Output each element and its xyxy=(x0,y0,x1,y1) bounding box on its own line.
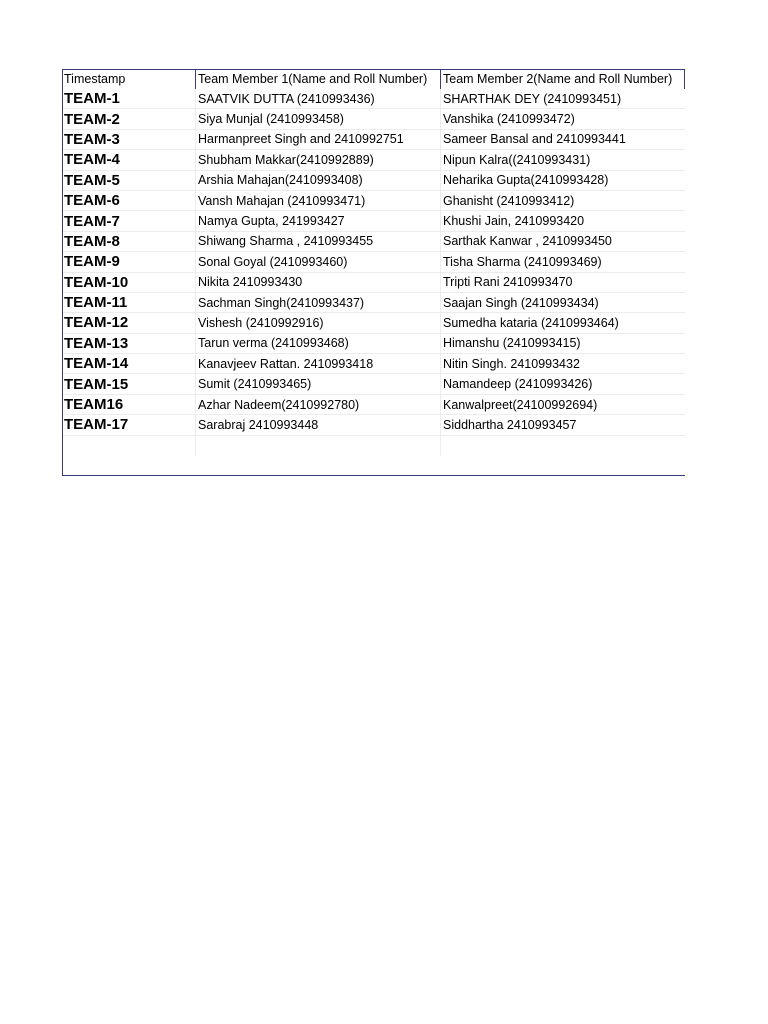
team-member-1-cell: Vishesh (2410992916) xyxy=(195,313,440,332)
table-body xyxy=(63,89,685,436)
team-member-1-cell: Arshia Mahajan(2410993408) xyxy=(195,171,440,190)
team-member-2-cell: Nitin Singh. 2410993432 xyxy=(440,354,685,373)
table-row xyxy=(63,150,685,170)
team-member-1-cell: Sachman Singh(2410993437) xyxy=(195,293,440,312)
header-team-member-2: Team Member 2(Name and Roll Number) xyxy=(440,69,685,89)
team-name-cell: TEAM-10 xyxy=(64,273,129,291)
table-row xyxy=(63,191,685,211)
team-member-2-cell: Tisha Sharma (2410993469) xyxy=(440,252,685,271)
team-name-cell: TEAM-11 xyxy=(64,294,128,312)
team-name-cell: TEAM-15 xyxy=(64,375,129,393)
header-row xyxy=(63,69,685,89)
team-member-1-cell: Namya Gupta, 241993427 xyxy=(195,211,440,230)
team-member-1-cell: Tarun verma (2410993468) xyxy=(195,334,440,353)
team-member-1-cell: SAATVIK DUTTA (2410993436) xyxy=(195,89,440,108)
team-member-2-cell: Sameer Bansal and 2410993441 xyxy=(440,130,685,149)
header-timestamp: Timestamp xyxy=(64,72,126,86)
team-member-2-cell: Ghanisht (2410993412) xyxy=(440,191,685,210)
blank-row xyxy=(63,436,685,456)
team-member-1-cell: Sumit (2410993465) xyxy=(195,374,440,393)
team-name-cell: TEAM16 xyxy=(64,396,124,414)
table-row xyxy=(63,293,685,313)
header-team-member-1: Team Member 1(Name and Roll Number) xyxy=(195,69,440,89)
team-member-2-cell: Siddhartha 2410993457 xyxy=(440,415,685,434)
team-member-2-cell: Sarthak Kanwar , 2410993450 xyxy=(440,232,685,251)
table-row xyxy=(63,354,685,374)
team-member-2-cell: Vanshika (2410993472) xyxy=(440,109,685,128)
team-member-1-cell: Nikita 2410993430 xyxy=(195,273,440,292)
team-name-cell: TEAM-6 xyxy=(64,192,120,210)
table-row xyxy=(63,273,685,293)
team-member-1-cell: Shiwang Sharma , 2410993455 xyxy=(195,232,440,251)
team-name-cell: TEAM-13 xyxy=(64,334,129,352)
team-member-2-cell: Sumedha kataria (2410993464) xyxy=(440,313,685,332)
team-member-2-cell: Namandeep (2410993426) xyxy=(440,374,685,393)
team-member-1-cell: Kanavjeev Rattan. 2410993418 xyxy=(195,354,440,373)
team-member-1-cell: Shubham Makkar(2410992889) xyxy=(195,150,440,169)
team-member-1-cell: Siya Munjal (2410993458) xyxy=(195,109,440,128)
table-row xyxy=(63,232,685,252)
team-member-1-cell: Azhar Nadeem(2410992780) xyxy=(195,395,440,414)
team-member-2-cell: Tripti Rani 2410993470 xyxy=(440,273,685,292)
blank-cell xyxy=(195,436,440,456)
team-member-1-cell: Sarabraj 2410993448 xyxy=(195,415,440,434)
team-member-2-cell: Neharika Gupta(2410993428) xyxy=(440,171,685,190)
team-name-cell: TEAM-1 xyxy=(64,90,120,108)
team-member-2-cell: Himanshu (2410993415) xyxy=(440,334,685,353)
team-member-1-cell: Sonal Goyal (2410993460) xyxy=(195,252,440,271)
table-row xyxy=(63,334,685,354)
team-name-cell: TEAM-8 xyxy=(64,232,120,250)
table-row xyxy=(63,252,685,272)
team-member-2-cell: Kanwalpreet(24100992694) xyxy=(440,395,685,414)
table-row xyxy=(63,374,685,394)
team-name-cell: TEAM-14 xyxy=(64,355,129,373)
blank-cell xyxy=(440,436,685,456)
table-row xyxy=(63,89,685,109)
team-name-cell: TEAM-7 xyxy=(64,212,120,230)
table-row xyxy=(63,109,685,129)
table-row xyxy=(63,415,685,435)
table-row xyxy=(63,395,685,415)
team-member-2-cell: Saajan Singh (2410993434) xyxy=(440,293,685,312)
team-member-2-cell: SHARTHAK DEY (2410993451) xyxy=(440,89,685,108)
team-name-cell: TEAM-5 xyxy=(64,171,120,189)
team-name-cell: TEAM-9 xyxy=(64,253,120,271)
table-grid xyxy=(63,69,685,456)
team-member-2-cell: Khushi Jain, 2410993420 xyxy=(440,211,685,230)
team-name-cell: TEAM-12 xyxy=(64,314,129,332)
table-row xyxy=(63,130,685,150)
team-name-cell: TEAM-17 xyxy=(64,416,129,434)
team-name-cell: TEAM-4 xyxy=(64,151,120,169)
table-row xyxy=(63,211,685,231)
team-member-2-cell: Nipun Kalra((2410993431) xyxy=(440,150,685,169)
table-row xyxy=(63,171,685,191)
spreadsheet-table xyxy=(62,69,685,476)
team-name-cell: TEAM-2 xyxy=(64,110,120,128)
blank-cell xyxy=(63,436,195,456)
team-member-1-cell: Harmanpreet Singh and 2410992751 xyxy=(195,130,440,149)
team-member-1-cell: Vansh Mahajan (2410993471) xyxy=(195,191,440,210)
table-row xyxy=(63,313,685,333)
team-name-cell: TEAM-3 xyxy=(64,130,120,148)
